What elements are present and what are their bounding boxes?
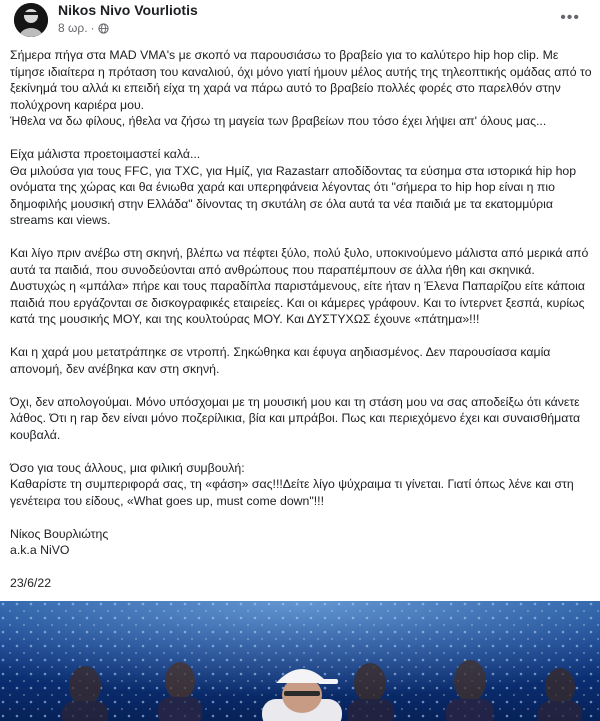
avatar-image [14, 3, 48, 37]
post-paragraph: Και η χαρά μου μετατράπηκε σε ντροπή. Σηκώθηκα και έφυγα αηδιασμένος. Δεν παρουσίασα καμία απονομή, δεν ανέβηκα καν στη σκηνή. [10, 345, 551, 376]
post-header [0, 0, 600, 40]
meta-separator: · [90, 21, 95, 35]
globe-icon [98, 23, 109, 34]
post-date: 23/6/22 [10, 576, 52, 590]
post-paragraph: Σήμερα πήγα στα MAD VMA's με σκοπό να παρουσιάσω το βραβείο για το καλύτερο hip hop clip. Με τίμησε ιδιαίτερα η πρόταση του καναλιού, όχι μόνο γιατί ήμουν μέλος αυτής της τηλεοπτικής ομάδας από το ξεκίνημά του αλλά κι επειδή είχα τη χαρά να πάρω αυτό το βραβείο πολλές φορές στο παρελθόν στην πολύχρονη καριέρα μου. Ήθελα να δω φίλους, ήθελα να ζήσω τη μαγεία των βραβείων που τόσο έχει λήψει απ' όλους μας... [10, 48, 592, 128]
stage-photo-illustration [0, 601, 600, 721]
post-paragraph: Όσο για τους άλλους, μια φιλική συμβουλή: Καθαρίστε τη συμπεριφορά σας, τη «φάση» σας!!!Δείτε λίγο ψύχραιμα τι γίνεται. Γιατί όπως λένε και στη γενέτειρα του είδους, «What goes up, must come down"!!! [10, 460, 574, 508]
avatar[interactable] [14, 3, 48, 37]
post-text [10, 47, 592, 592]
post-meta [58, 21, 109, 35]
author-name[interactable]: Nikos Nivo Vourliotis [58, 2, 198, 18]
post-photo[interactable] [0, 601, 600, 721]
more-options-icon[interactable]: ••• [560, 9, 580, 26]
post-paragraph: Και λίγο πριν ανέβω στη σκηνή, βλέπω να πέφτει ξύλο, πολύ ξυλο, υποκινούμενο μάλιστα από μερικά από αυτά τα παιδιά, που συνοδεύονται από ανθρώπους που παραπέμπουν σε άλλα ήθη και σκηνικά. Δυστυχώς η «μπάλα» πήρε και τους παραδίπλα παριστάμενους, είτε ήταν η Έλενα Παπαρίζου είτε κάποια παιδιά που εργάζονται σε δισκογραφικές εταιρείες. Και οι κάμερες γράφουν. Και το ίντερνετ ξεσπά, κυρίως κατά της μουσικής ΜΟΥ, και της κουλτούρας ΜΟΥ. Και ΔΥΣΤΥΧΩΣ έχουνε «πάτημα»!!! [10, 246, 589, 326]
post-signature: Νίκος Βουρλιώτης a.k.a NiVO [10, 526, 109, 557]
post-paragraph: Είχα μάλιστα προετοιμαστεί καλά... Θα μιλούσα για τους FFC, για TXC, για Ημίζ, για Razastarr αποδίδοντας τα εύσημα στα ιστορικά hip hop ονόματα της χώρας και θα ένιωθα χαρά και υπερηφάνεια λέγοντας ότι "σήμερα το hip hop είναι η πιο δημοφιλής μουσική στην Ελλάδα" δίνοντας τη σκυτάλη σε όλα αυτά τα νέα παιδιά με τα εκατομμύρια streams και views. [10, 147, 577, 227]
post-paragraph: Όχι, δεν απολογούμαι. Μόνο υπόσχομαι με τη μουσική μου και τη στάση μου να σας αποδείξω ότι κάνετε λάθος. Ότι η rap δεν είναι μόνο ποζερίλικια, βία και μπράβοι. Πως και περιεχόμενο έχει και συναισθήματα κουβαλά. [10, 394, 581, 442]
post-time[interactable]: 8 ωρ. [58, 21, 88, 35]
